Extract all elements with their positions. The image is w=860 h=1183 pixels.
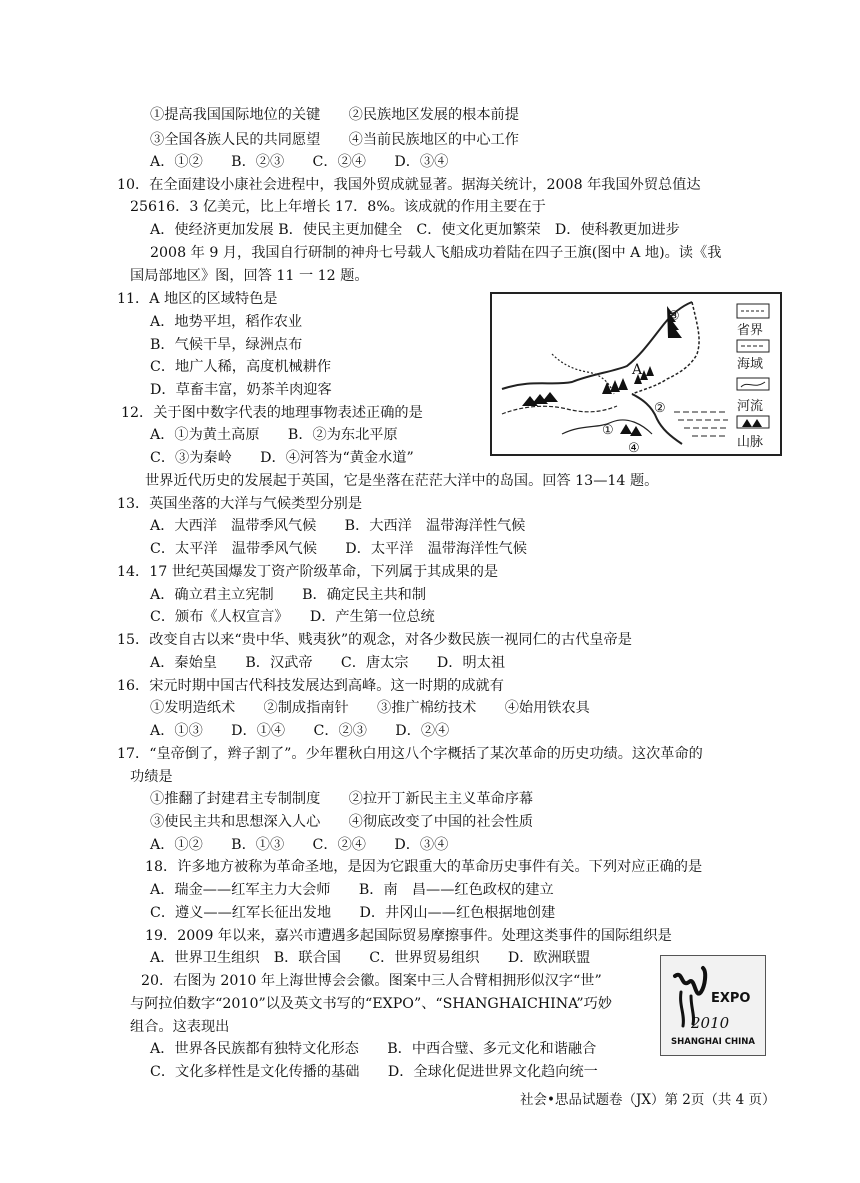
question-20-cont: 与阿拉伯数字“2010”以及英文书写的“EXPO”、“SHANGHAICHINA”巧妙 <box>130 996 612 1012</box>
option-line: C．文化多样性是文化传播的基础 D．全球化促进世界文化趋向统一 <box>150 1064 598 1080</box>
question-16: 16．宋元时期中国古代科技发展达到高峰。这一时期的成就有 <box>117 678 504 694</box>
page-footer: 社会•思品试题卷（JX）第 2页（共 4 页） <box>520 1092 776 1108</box>
expo-year: 2010 <box>691 1014 730 1032</box>
question-15: 15．改变自古以来“贵中华、贱夷狄”的观念，对各少数民族一视同仁的古代皇帝是 <box>117 632 632 648</box>
option-line: C．遵义——红军长征出发地 D．井冈山——红色根据地创建 <box>150 905 556 921</box>
option-line: C．地广人稀，高度机械耕作 <box>150 359 332 375</box>
expo-2010-emblem <box>660 955 766 1056</box>
passage-intro: 2008 年 9 月，我国自行研制的神舟七号载人飞船成功着陆在四子王旗(图中 A 地)。读《我 <box>150 245 722 261</box>
option-line: A．大西洋 温带季风气候 B．大西洋 温带海洋性气候 <box>150 518 526 534</box>
question-19: 19．2009 年以来，嘉兴市遭遇多起国际贸易摩擦事件。处理这类事件的国际组织是 <box>145 928 672 944</box>
option-line: A．①为黄土高原 B．②为东北平原 <box>150 427 398 443</box>
option-line: C．③为秦岭 D．④河答为“黄金水道” <box>150 450 414 466</box>
question-11: 11．A 地区的区域特色是 <box>117 291 278 307</box>
question-20-cont: 组合。这表现出 <box>130 1019 230 1035</box>
answer-choices: A．①③ D．①④ C．②③ D．②④ <box>150 723 450 739</box>
answer-choices: A．使经济更加发展 B．使民主更加健全 C．使文化更加繁荣 D．使科教更加进步 <box>150 222 680 238</box>
option-line: A．确立君主立宪制 B．确定民主共和制 <box>150 587 427 603</box>
passage-intro: 世界近代历史的发展起于英国，它是坐落在茫茫大洋中的岛国。回答 13—14 题。 <box>145 473 659 489</box>
question-20: 20．右图为 2010 年上海世博会会徽。图案中三人合臂相拥形似汉字“世” <box>141 973 602 989</box>
option-line: A．地势平坦，稻作农业 <box>150 314 303 330</box>
question-13: 13．英国坐落的大洋与气候类型分别是 <box>117 496 363 512</box>
expo-word: EXPO <box>711 991 751 1006</box>
option-line: B．气候干旱，绿洲点布 <box>150 337 303 353</box>
expo-logo-drawing <box>661 956 765 1055</box>
question-12: 12．关于图中数字代表的地理事物表述正确的是 <box>121 405 423 421</box>
question-18: 18．许多地方被称为革命圣地，是因为它跟重大的革命历史事件有关。下列对应正确的是 <box>145 859 703 875</box>
map-marker-2: ② <box>654 401 666 416</box>
question-10: 10．在全面建设小康社会进程中，我国外贸成就显著。据海关统计，2008 年我国外贸总值达 <box>117 177 701 193</box>
legend-province-border: 省界 <box>737 323 764 338</box>
answer-choices: A．①② B．①③ C．②④ D．③④ <box>150 837 449 853</box>
question-17: 17．“皇帝倒了，辫子割了”。少年瞿秋白用这八个字概括了某次革命的历史功绩。这次革命的 <box>117 746 703 762</box>
map-label-a: A <box>632 362 643 378</box>
option-line: ①发明造纸术 ②制成指南针 ③推广棉纺技术 ④始用铁农具 <box>150 700 590 716</box>
question-14: 14．17 世纪英国爆发丁资产阶级革命，下列属于其成果的是 <box>117 564 499 580</box>
option-line: ③全国各族人民的共同愿望 ④当前民族地区的中心工作 <box>150 132 519 148</box>
map-marker-4: ④ <box>628 441 640 454</box>
option-line: ①推翻了封建君主专制制度 ②拉开丁新民主主义革命序幕 <box>150 791 534 807</box>
map-marker-1: ① <box>602 423 614 438</box>
option-line: A．瑞金——红军主力大会师 B．南 昌——红色政权的建立 <box>150 882 554 898</box>
question-17-cont: 功绩是 <box>130 769 173 785</box>
option-line: ③使民主共和思想深入人心 ④彻底改变了中国的社会性质 <box>150 814 534 830</box>
answer-choices: A．世界卫生组织 B．联合国 C．世界贸易组织 D．欧洲联盟 <box>150 950 591 966</box>
option-line: D．草畜丰富，奶茶羊肉迎客 <box>150 382 332 398</box>
legend-river: 河流 <box>737 399 764 414</box>
legend-sea: 海域 <box>737 357 764 372</box>
expo-location: SHANGHAI CHINA <box>671 1037 755 1047</box>
china-region-map <box>490 292 782 456</box>
option-line: C．颁布《人权宣言》 D．产生第一位总统 <box>150 609 435 625</box>
map-drawing <box>492 294 780 454</box>
question-10-cont: 25616．3 亿美元，比上年增长 17．8%。该成就的作用主要在于 <box>130 199 546 215</box>
passage-intro-cont: 国局部地区》图，回答 11 一 12 题。 <box>130 268 369 284</box>
option-line: ①提高我国国际地位的关键 ②民族地区发展的根本前提 <box>150 107 519 123</box>
legend-mountain: 山脉 <box>737 435 764 450</box>
map-marker-3: ③ <box>668 309 680 324</box>
answer-choices: A．①② B．②③ C．②④ D．③④ <box>150 154 449 170</box>
option-line: A．世界各民族都有独特文化形态 B．中西合璧、多元文化和谐融合 <box>150 1041 597 1057</box>
option-line: C．太平洋 温带季风气候 D．太平洋 温带海洋性气候 <box>150 541 527 557</box>
answer-choices: A．秦始皇 B．汉武帝 C．唐太宗 D．明太祖 <box>150 655 506 671</box>
